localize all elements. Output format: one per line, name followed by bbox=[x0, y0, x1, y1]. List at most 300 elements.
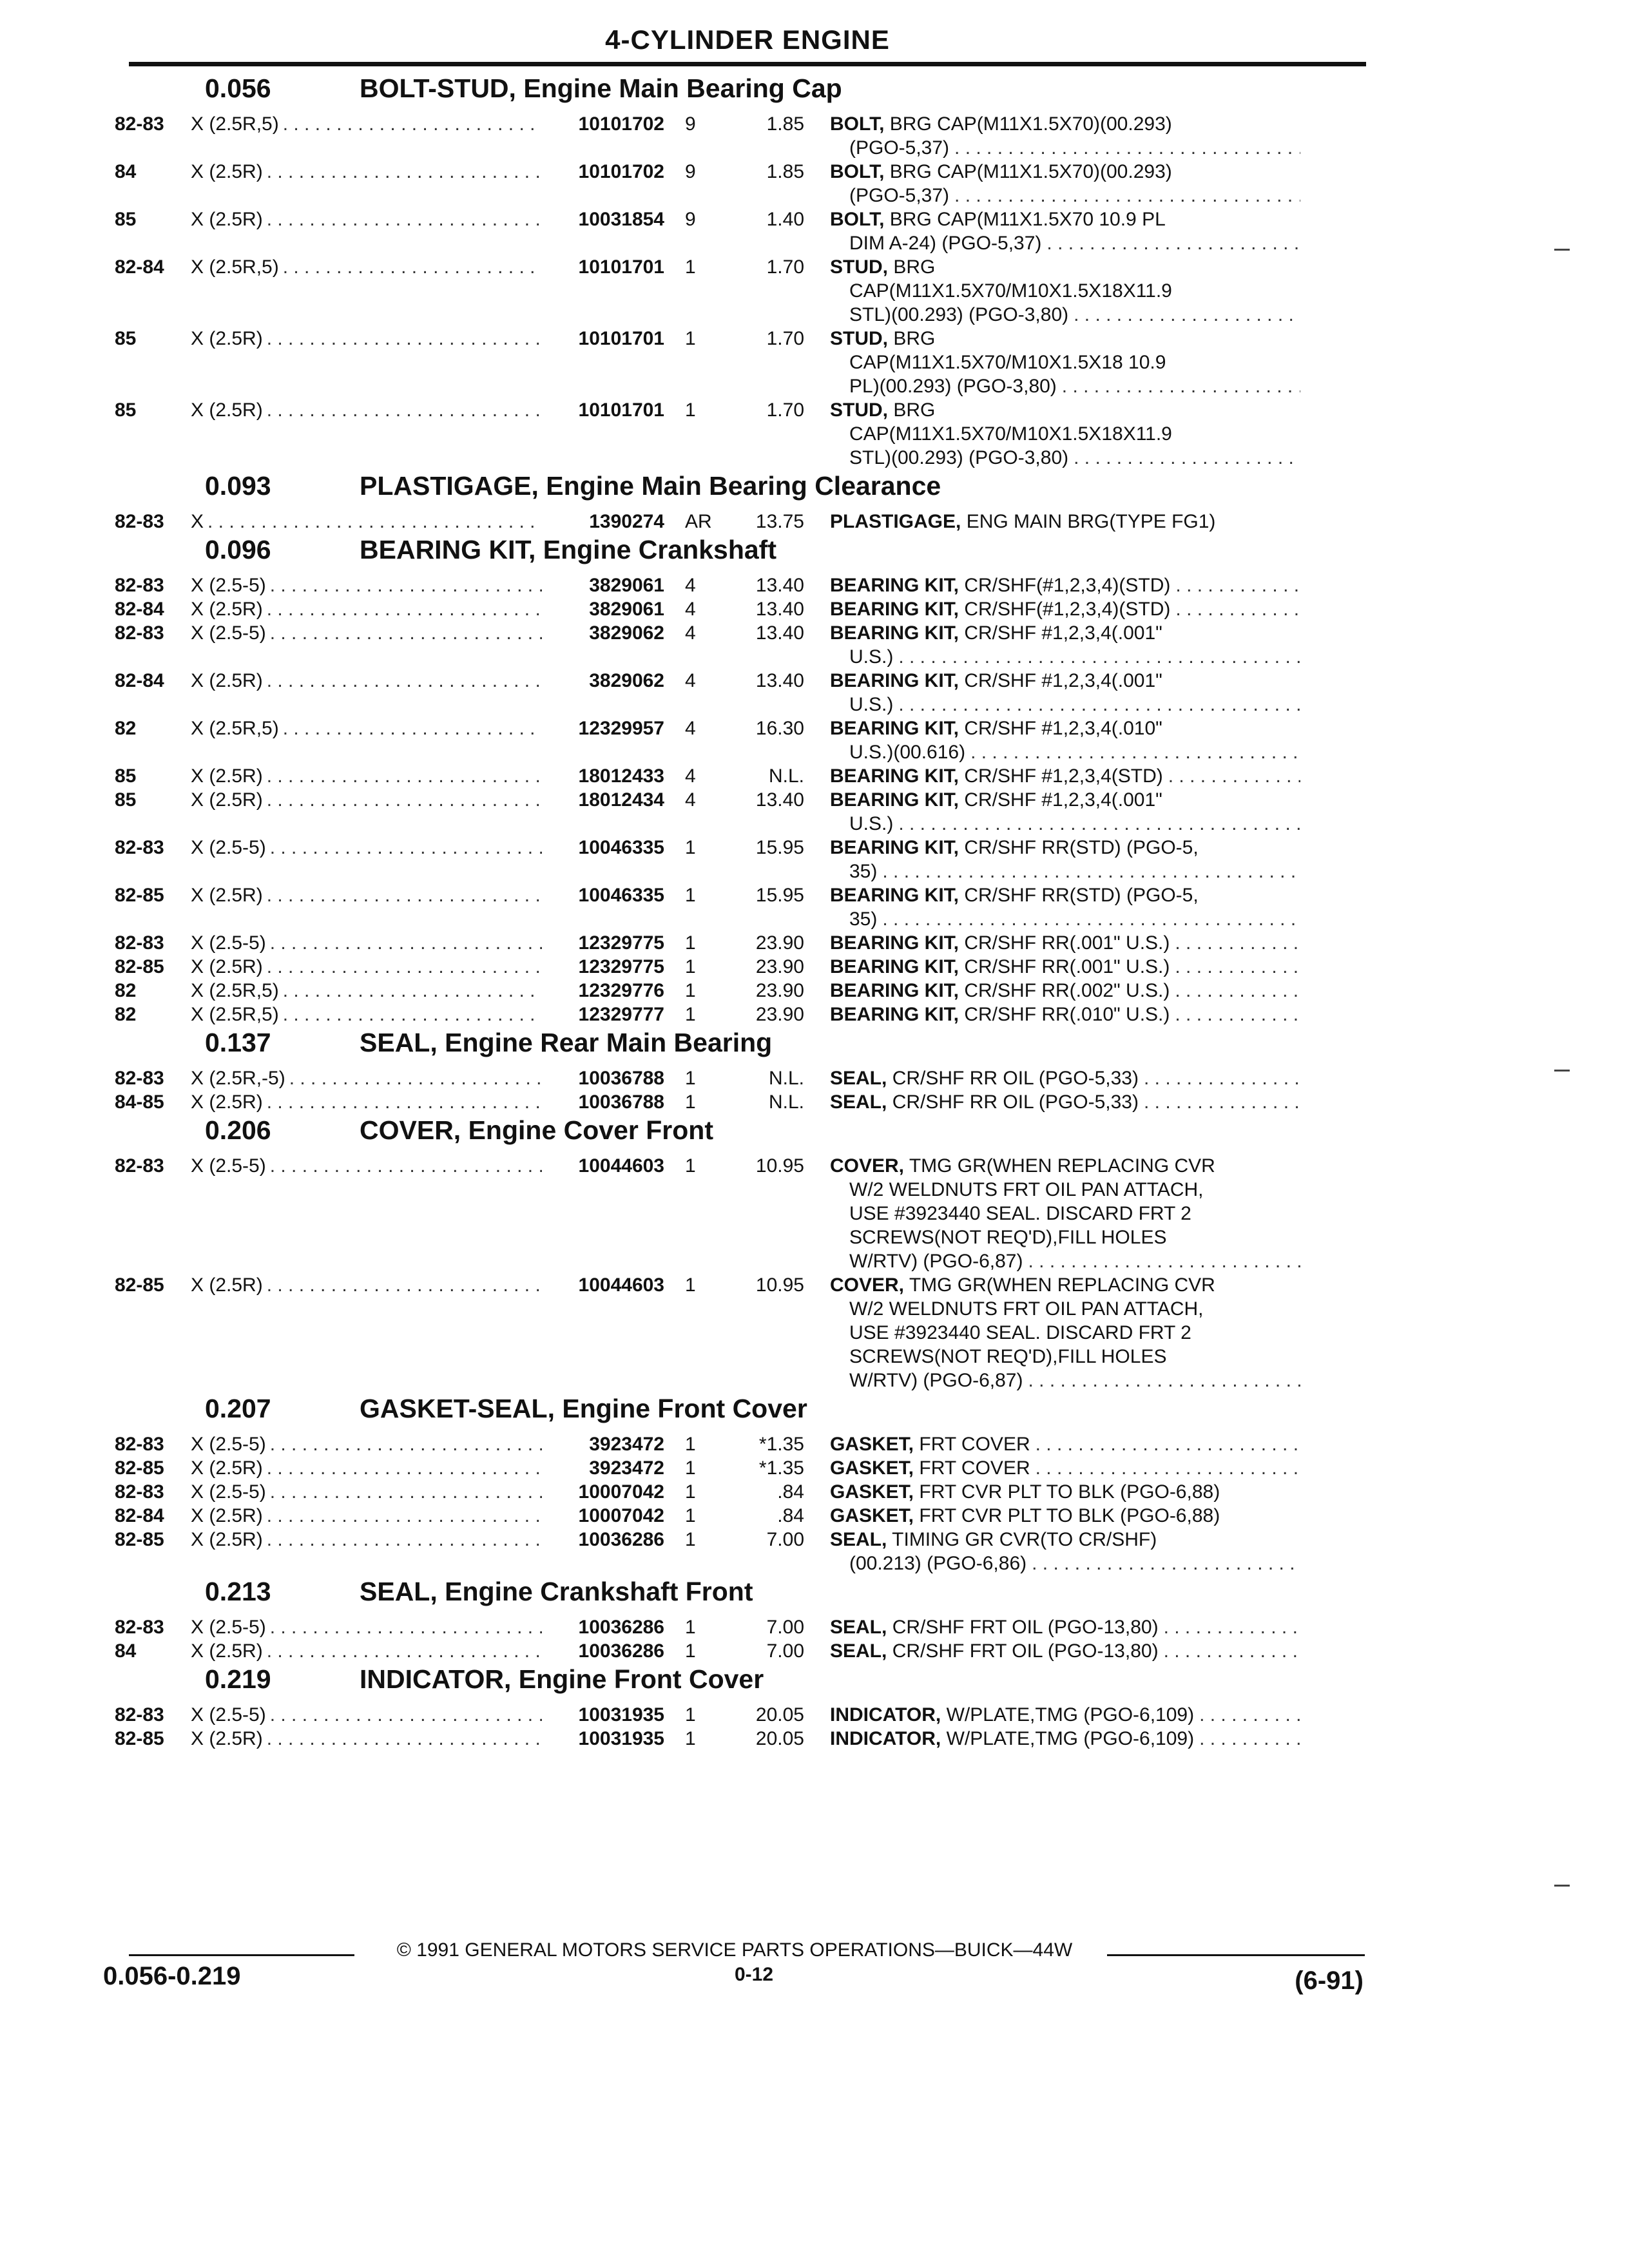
dot-leader bbox=[263, 883, 542, 907]
part-number: 3923472 bbox=[589, 1457, 664, 1479]
description-line bbox=[830, 303, 1300, 327]
dot-leader bbox=[263, 1727, 542, 1751]
part-number: 10007042 bbox=[578, 1505, 664, 1526]
description-detail: CR/SHF RR OIL (PGO-5,33) bbox=[887, 1091, 1139, 1113]
description-text bbox=[830, 573, 1175, 597]
description-detail: (PGO-5,37) bbox=[849, 185, 950, 206]
description bbox=[830, 327, 1300, 398]
description-text bbox=[849, 279, 1172, 303]
description-text bbox=[830, 931, 1175, 955]
description bbox=[830, 573, 1300, 597]
part-number: 12329776 bbox=[578, 980, 664, 1001]
description-text bbox=[849, 645, 898, 669]
description-line bbox=[830, 1345, 1300, 1369]
description-text bbox=[849, 1369, 1028, 1392]
description-text bbox=[830, 764, 1168, 788]
description-text bbox=[849, 303, 1074, 327]
description-line bbox=[830, 1202, 1300, 1225]
dot-leader bbox=[263, 1456, 542, 1480]
description bbox=[830, 931, 1300, 955]
description-detail: CR/SHF #1,2,3,4(STD) bbox=[959, 765, 1163, 787]
quantity: 9 bbox=[685, 113, 696, 135]
part-number: 3829062 bbox=[589, 670, 664, 691]
description-noun: GASKET, bbox=[830, 1434, 914, 1455]
model-years: 82-83 bbox=[115, 1068, 164, 1089]
description-text bbox=[849, 1178, 1204, 1202]
quantity: 1 bbox=[685, 885, 696, 906]
description-line bbox=[830, 1727, 1300, 1751]
description-line bbox=[830, 1178, 1300, 1202]
quantity: 1 bbox=[685, 1457, 696, 1479]
quantity: 1 bbox=[685, 256, 696, 278]
part-number: 3923472 bbox=[589, 1434, 664, 1455]
description-detail: 35) bbox=[849, 908, 878, 930]
description bbox=[830, 1639, 1300, 1663]
application-cell bbox=[191, 597, 542, 621]
part-row bbox=[115, 764, 1365, 788]
model-years: 82-83 bbox=[115, 575, 164, 596]
part-number: 10046335 bbox=[578, 837, 664, 858]
quantity: 4 bbox=[685, 575, 696, 596]
description-detail: 35) bbox=[849, 861, 878, 882]
model-years: 84 bbox=[115, 161, 137, 182]
description-line bbox=[830, 1639, 1300, 1663]
dot-leader bbox=[266, 1432, 542, 1456]
description-detail: USE #3923440 SEAL. DISCARD FRT 2 bbox=[849, 1322, 1191, 1343]
description-text bbox=[830, 1090, 1144, 1114]
description-line bbox=[830, 764, 1300, 788]
description bbox=[830, 112, 1300, 160]
price: 10.95 bbox=[755, 1274, 804, 1296]
description-text bbox=[830, 1066, 1144, 1090]
description-detail: BRG CAP(M11X1.5X70)(00.293) bbox=[884, 113, 1172, 135]
part-number: 10036286 bbox=[578, 1617, 664, 1638]
description-line bbox=[830, 1480, 1300, 1504]
description-noun: SEAL, bbox=[830, 1091, 887, 1113]
model-years: 85 bbox=[115, 765, 137, 787]
price: 7.00 bbox=[766, 1529, 804, 1550]
price: 13.75 bbox=[755, 511, 804, 532]
part-row bbox=[115, 1528, 1365, 1575]
description-noun: BEARING KIT, bbox=[830, 932, 959, 954]
description bbox=[830, 255, 1300, 327]
application-cell bbox=[191, 669, 542, 693]
description bbox=[830, 1480, 1300, 1504]
description-text bbox=[830, 979, 1175, 1003]
application-cell bbox=[191, 207, 542, 231]
group-name: GASKET-SEAL, Engine Front Cover bbox=[360, 1394, 807, 1423]
description-line bbox=[830, 573, 1300, 597]
quantity: 4 bbox=[685, 789, 696, 811]
model-years: 82-84 bbox=[115, 1505, 164, 1526]
description-text bbox=[830, 160, 1172, 184]
quantity: 1 bbox=[685, 1434, 696, 1455]
description-text bbox=[849, 136, 954, 160]
model-years: 82 bbox=[115, 718, 137, 739]
application-cell bbox=[191, 1090, 542, 1114]
quantity: 4 bbox=[685, 599, 696, 620]
description-detail: CR/SHF RR(.010" U.S.) bbox=[959, 1004, 1170, 1025]
description-line bbox=[830, 255, 1300, 279]
part-row bbox=[115, 1154, 1365, 1273]
description-detail: CR/SHF(#1,2,3,4)(STD) bbox=[959, 575, 1171, 596]
description-noun: STUD, bbox=[830, 399, 888, 421]
description-text bbox=[849, 1345, 1166, 1369]
application-cell bbox=[191, 1003, 542, 1026]
dot-leader bbox=[266, 931, 542, 955]
application-cell bbox=[191, 1703, 542, 1727]
application: X (2.5R) bbox=[191, 789, 263, 811]
dot-leader bbox=[266, 1703, 542, 1727]
description-detail: CR/SHF FRT OIL (PGO-13,80) bbox=[887, 1640, 1159, 1662]
model-years: 82-85 bbox=[115, 956, 164, 977]
description-noun: BEARING KIT, bbox=[830, 956, 959, 977]
description-text bbox=[849, 1202, 1191, 1225]
description-line bbox=[830, 883, 1300, 907]
part-number: 10101701 bbox=[578, 399, 664, 421]
description-text bbox=[830, 112, 1172, 136]
quantity: 1 bbox=[685, 1704, 696, 1725]
price: N.L. bbox=[768, 1068, 804, 1089]
group-name: BEARING KIT, Engine Crankshaft bbox=[360, 535, 776, 564]
group-number: 0.219 bbox=[205, 1664, 271, 1694]
description-text bbox=[830, 1154, 1215, 1178]
description-noun: BEARING KIT, bbox=[830, 980, 959, 1001]
description-line bbox=[830, 374, 1300, 398]
application-cell bbox=[191, 510, 542, 533]
description-line bbox=[830, 1432, 1300, 1456]
model-years: 85 bbox=[115, 328, 137, 349]
description-text bbox=[849, 374, 1062, 398]
quantity: 1 bbox=[685, 1481, 696, 1503]
part-number: 10046335 bbox=[578, 885, 664, 906]
model-years: 82-85 bbox=[115, 1274, 164, 1296]
part-number: 12329775 bbox=[578, 956, 664, 977]
part-number: 10031854 bbox=[578, 209, 664, 230]
part-row bbox=[115, 955, 1365, 979]
part-number: 10044603 bbox=[578, 1274, 664, 1296]
dot-leader bbox=[279, 255, 542, 279]
description-text bbox=[830, 1432, 1036, 1456]
part-row bbox=[115, 398, 1365, 470]
part-number: 3829061 bbox=[589, 575, 664, 596]
footer-rule bbox=[129, 1954, 354, 1956]
description-line bbox=[830, 788, 1300, 812]
description bbox=[830, 207, 1300, 255]
part-row bbox=[115, 621, 1365, 669]
dot-leader bbox=[263, 1504, 542, 1528]
application-cell bbox=[191, 836, 542, 860]
price: 23.90 bbox=[755, 932, 804, 954]
part-number: 10044603 bbox=[578, 1155, 664, 1177]
quantity: 4 bbox=[685, 622, 696, 644]
application: X (2.5R) bbox=[191, 328, 263, 349]
part-row bbox=[115, 327, 1365, 398]
part-number: 10036788 bbox=[578, 1068, 664, 1089]
part-row bbox=[115, 836, 1365, 883]
description-line bbox=[830, 1090, 1300, 1114]
description-noun: COVER, bbox=[830, 1155, 905, 1177]
part-number: 10101702 bbox=[578, 161, 664, 182]
dot-leader bbox=[285, 1066, 542, 1090]
description-noun: BEARING KIT, bbox=[830, 575, 959, 596]
part-row bbox=[115, 788, 1365, 836]
description-text bbox=[830, 207, 1166, 231]
quantity: AR bbox=[685, 511, 712, 532]
application-cell bbox=[191, 573, 542, 597]
model-years: 82-83 bbox=[115, 511, 164, 532]
description-noun: BEARING KIT, bbox=[830, 670, 959, 691]
application: X (2.5R) bbox=[191, 161, 263, 182]
group-name: COVER, Engine Cover Front bbox=[360, 1115, 713, 1145]
model-years: 85 bbox=[115, 209, 137, 230]
price: 13.40 bbox=[755, 789, 804, 811]
quantity: 1 bbox=[685, 1274, 696, 1296]
dot-leader bbox=[266, 1154, 542, 1178]
description-detail: CR/SHF #1,2,3,4(.001" bbox=[959, 789, 1162, 811]
part-row bbox=[115, 1273, 1365, 1392]
group-name: BOLT-STUD, Engine Main Bearing Cap bbox=[360, 73, 842, 103]
application-cell bbox=[191, 112, 542, 136]
description-line bbox=[830, 1003, 1300, 1026]
part-row bbox=[115, 573, 1365, 597]
description-line bbox=[830, 693, 1300, 716]
application-cell bbox=[191, 160, 542, 184]
part-row bbox=[115, 1639, 1365, 1663]
part-number: 10036788 bbox=[578, 1091, 664, 1113]
description-line bbox=[830, 740, 1300, 764]
group-number: 0.096 bbox=[205, 535, 271, 564]
application-cell bbox=[191, 931, 542, 955]
description-line bbox=[830, 621, 1300, 645]
application-cell bbox=[191, 1456, 542, 1480]
margin-mark bbox=[1554, 1070, 1570, 1072]
description-text bbox=[849, 812, 898, 836]
description-detail: W/2 WELDNUTS FRT OIL PAN ATTACH, bbox=[849, 1298, 1204, 1320]
quantity: 1 bbox=[685, 1004, 696, 1025]
application: X (2.5R) bbox=[191, 1274, 263, 1296]
description-text bbox=[830, 1727, 1199, 1751]
model-years: 84 bbox=[115, 1640, 137, 1662]
dot-leader bbox=[263, 1090, 542, 1114]
description-noun: GASKET, bbox=[830, 1505, 914, 1526]
application: X (2.5R) bbox=[191, 209, 263, 230]
application: X (2.5R,-5) bbox=[191, 1068, 285, 1089]
application-cell bbox=[191, 764, 542, 788]
description-noun: STUD, bbox=[830, 328, 888, 349]
description-detail: CR/SHF FRT OIL (PGO-13,80) bbox=[887, 1617, 1159, 1638]
model-years: 82-85 bbox=[115, 1457, 164, 1479]
description-text bbox=[830, 1528, 1157, 1552]
application: X (2.5R) bbox=[191, 765, 263, 787]
description-text bbox=[830, 398, 935, 422]
description-text bbox=[830, 1003, 1175, 1026]
dot-leader bbox=[263, 597, 542, 621]
description-noun: INDICATOR, bbox=[830, 1704, 941, 1725]
description-line bbox=[830, 160, 1300, 184]
description-noun: BEARING KIT, bbox=[830, 718, 959, 739]
description-text bbox=[830, 1456, 1036, 1480]
price: *1.35 bbox=[758, 1434, 804, 1455]
quantity: 1 bbox=[685, 1617, 696, 1638]
description-line bbox=[830, 207, 1300, 231]
application: X (2.5R) bbox=[191, 1529, 263, 1550]
application-cell bbox=[191, 1504, 542, 1528]
part-row bbox=[115, 1456, 1365, 1480]
model-years: 82-84 bbox=[115, 256, 164, 278]
description-line bbox=[830, 645, 1300, 669]
application: X (2.5R) bbox=[191, 956, 263, 977]
footer-rule bbox=[1107, 1954, 1365, 1956]
model-years: 82 bbox=[115, 980, 137, 1001]
description-text bbox=[849, 1297, 1204, 1321]
application: X (2.5-5) bbox=[191, 575, 266, 596]
application: X (2.5R,5) bbox=[191, 1004, 279, 1025]
part-row bbox=[115, 255, 1365, 327]
description-line bbox=[830, 1249, 1300, 1273]
part-row bbox=[115, 1003, 1365, 1026]
quantity: 1 bbox=[685, 956, 696, 977]
price: 20.05 bbox=[755, 1728, 804, 1749]
description-noun: STUD, bbox=[830, 256, 888, 278]
description-text bbox=[830, 1273, 1215, 1297]
description-line bbox=[830, 1615, 1300, 1639]
part-number: 12329777 bbox=[578, 1004, 664, 1025]
model-years: 82-83 bbox=[115, 837, 164, 858]
model-years: 82-83 bbox=[115, 1704, 164, 1725]
part-number: 10101701 bbox=[578, 328, 664, 349]
description-line bbox=[830, 955, 1300, 979]
part-number: 10031935 bbox=[578, 1728, 664, 1749]
description-noun: BEARING KIT, bbox=[830, 599, 959, 620]
description bbox=[830, 1273, 1300, 1392]
description-text bbox=[849, 740, 970, 764]
price: N.L. bbox=[768, 1091, 804, 1113]
quantity: 1 bbox=[685, 1728, 696, 1749]
price: .84 bbox=[777, 1481, 804, 1503]
description-detail: TIMING GR CVR(TO CR/SHF) bbox=[887, 1529, 1157, 1550]
description-line bbox=[830, 931, 1300, 955]
application-cell bbox=[191, 327, 542, 351]
application-cell bbox=[191, 1066, 542, 1090]
group-range: 0.056-0.219 bbox=[103, 1962, 241, 1990]
description-detail: ENG MAIN BRG(TYPE FG1) bbox=[961, 511, 1216, 532]
description-line bbox=[830, 422, 1300, 446]
group-header bbox=[115, 1664, 1365, 1703]
part-row bbox=[115, 112, 1365, 160]
group-number: 0.093 bbox=[205, 471, 271, 501]
description-noun: PLASTIGAGE, bbox=[830, 511, 961, 532]
part-number: 18012434 bbox=[578, 789, 664, 811]
group-header bbox=[115, 1577, 1365, 1615]
dot-leader bbox=[263, 669, 542, 693]
price: 13.40 bbox=[755, 622, 804, 644]
description-detail: U.S.) bbox=[849, 694, 894, 715]
price: 10.95 bbox=[755, 1155, 804, 1177]
description bbox=[830, 1703, 1300, 1727]
description-line bbox=[830, 1321, 1300, 1345]
price: 20.05 bbox=[755, 1704, 804, 1725]
dot-leader bbox=[204, 510, 542, 533]
description-noun: COVER, bbox=[830, 1274, 905, 1296]
part-number: 12329775 bbox=[578, 932, 664, 954]
part-number: 10101702 bbox=[578, 113, 664, 135]
quantity: 1 bbox=[685, 328, 696, 349]
description-line bbox=[830, 1066, 1300, 1090]
description bbox=[830, 1154, 1300, 1273]
description-text bbox=[830, 621, 1162, 645]
revision-date: (6-91) bbox=[1295, 1966, 1364, 1995]
description bbox=[830, 955, 1300, 979]
description-noun: SEAL, bbox=[830, 1529, 887, 1550]
part-row bbox=[115, 979, 1365, 1003]
description bbox=[830, 160, 1300, 207]
description-line bbox=[830, 184, 1300, 207]
description-text bbox=[849, 1249, 1028, 1273]
part-row bbox=[115, 716, 1365, 764]
model-years: 82-83 bbox=[115, 1434, 164, 1455]
price: 23.90 bbox=[755, 980, 804, 1001]
description-noun: BOLT, bbox=[830, 113, 885, 135]
description-noun: INDICATOR, bbox=[830, 1728, 941, 1749]
description-detail: CAP(M11X1.5X70/M10X1.5X18 10.9 bbox=[849, 352, 1166, 373]
description bbox=[830, 1003, 1300, 1026]
quantity: 1 bbox=[685, 399, 696, 421]
description bbox=[830, 1727, 1300, 1751]
price: 13.40 bbox=[755, 670, 804, 691]
description-detail: BRG CAP(M11X1.5X70)(00.293) bbox=[884, 161, 1172, 182]
description-detail: DIM A-24) (PGO-5,37) bbox=[849, 233, 1042, 254]
price: *1.35 bbox=[758, 1457, 804, 1479]
application: X bbox=[191, 511, 204, 532]
quantity: 4 bbox=[685, 670, 696, 691]
model-years: 82-83 bbox=[115, 1617, 164, 1638]
description bbox=[830, 1090, 1300, 1114]
application: X (2.5R) bbox=[191, 1505, 263, 1526]
application: X (2.5R) bbox=[191, 399, 263, 421]
application: X (2.5-5) bbox=[191, 1481, 266, 1503]
description-detail: STL)(00.293) (PGO-3,80) bbox=[849, 304, 1069, 325]
description-line bbox=[830, 1154, 1300, 1178]
description-line bbox=[830, 1703, 1300, 1727]
description-line bbox=[830, 669, 1300, 693]
application: X (2.5R) bbox=[191, 1457, 263, 1479]
description-line bbox=[830, 812, 1300, 836]
price: 1.40 bbox=[766, 209, 804, 230]
description-text bbox=[849, 693, 898, 716]
application: X (2.5R) bbox=[191, 1728, 263, 1749]
description-text bbox=[849, 184, 954, 207]
description-detail: USE #3923440 SEAL. DISCARD FRT 2 bbox=[849, 1203, 1191, 1224]
description-detail: CR/SHF RR(STD) (PGO-5, bbox=[959, 885, 1199, 906]
quantity: 1 bbox=[685, 1640, 696, 1662]
part-row bbox=[115, 883, 1365, 931]
description-noun: BOLT, bbox=[830, 161, 885, 182]
part-row bbox=[115, 160, 1365, 207]
description-noun: BEARING KIT, bbox=[830, 1004, 959, 1025]
group-header bbox=[115, 471, 1365, 510]
description-detail: (PGO-5,37) bbox=[849, 137, 950, 159]
description-line bbox=[830, 860, 1300, 883]
description-line bbox=[830, 136, 1300, 160]
price: 1.70 bbox=[766, 399, 804, 421]
description bbox=[830, 1504, 1300, 1528]
application-cell bbox=[191, 1528, 542, 1552]
description-detail: BRG bbox=[888, 328, 936, 349]
application: X (2.5R) bbox=[191, 885, 263, 906]
price: N.L. bbox=[768, 765, 804, 787]
description-text bbox=[830, 836, 1199, 860]
